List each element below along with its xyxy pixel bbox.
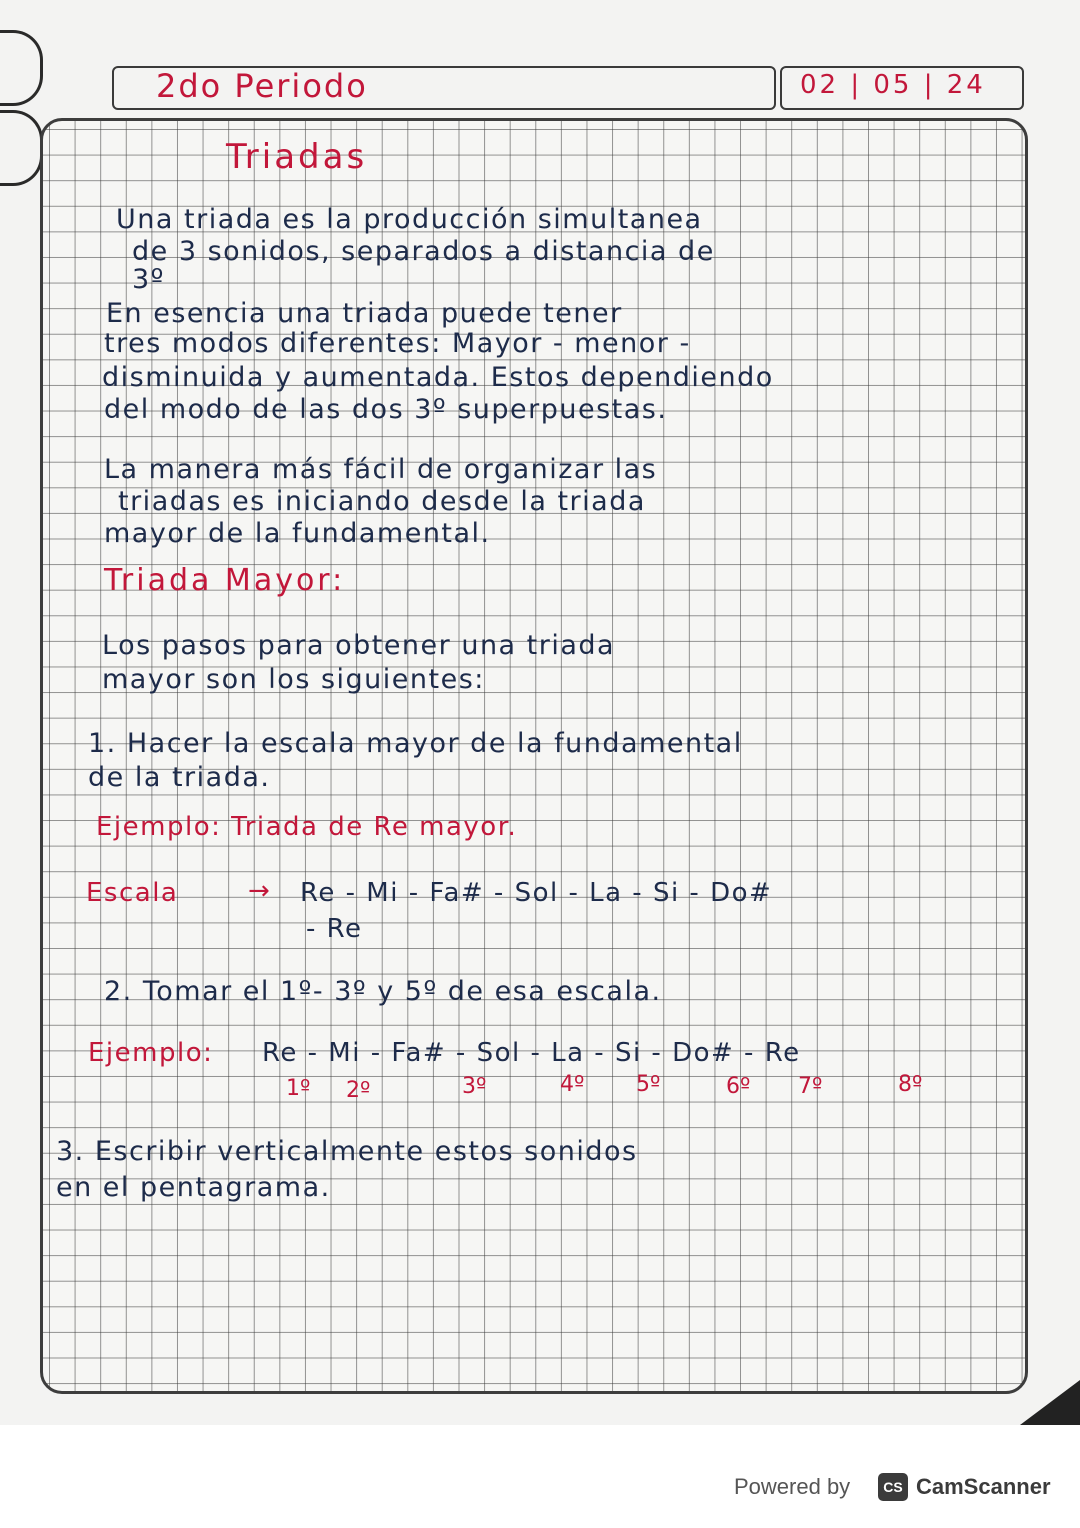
period-title: 2do Periodo [156, 67, 368, 105]
degree-label: 2º [346, 1078, 371, 1103]
step2-line: 2. Tomar el 1º- 3º y 5º de esa escala. [104, 976, 662, 1007]
paragraph1-line: 3º [132, 264, 165, 295]
scale-arrow: → [248, 876, 272, 906]
intro-line: Los pasos para obtener una triada [102, 630, 616, 661]
paragraph2-line: del modo de las dos 3º superpuestas. [104, 394, 668, 425]
intro-line: mayor son los siguientes: [102, 664, 485, 695]
page-corner [1020, 1380, 1080, 1425]
scale-label: Escala [86, 878, 179, 908]
step1-line: 1. Hacer la escala mayor de la fundamental [88, 728, 743, 759]
section-title: Triada Mayor: [104, 563, 346, 598]
camscanner-logo-icon: CS [878, 1473, 908, 1501]
example2-notes: Re - Mi - Fa# - Sol - La - Si - Do# - Re [262, 1038, 801, 1068]
scale-notes-continued: - Re [306, 914, 363, 944]
paragraph2-line: En esencia una triada puede tener [106, 298, 623, 329]
step3-line: 3. Escribir verticalmente estos sonidos [56, 1136, 638, 1167]
paragraph3-line: triadas es iniciando desde la triada [118, 486, 646, 517]
date-text: 02 | 05 | 24 [800, 70, 986, 100]
binding-ring [0, 30, 43, 106]
paragraph1-line: de 3 sonidos, separados a distancia de [132, 236, 715, 267]
degree-label: 7º [798, 1074, 823, 1099]
paragraph2-line: tres modos diferentes: Mayor - menor - [104, 328, 691, 359]
degree-label: 1º [286, 1076, 311, 1101]
degree-label: 5º [636, 1072, 661, 1097]
degree-label: 6º [726, 1074, 751, 1099]
paragraph1-line: Una triada es la producción simultanea [116, 204, 703, 235]
paragraph2-line: disminuida y aumentada. Estos dependiendo [102, 362, 774, 393]
binding-ring [0, 110, 43, 186]
powered-by-text: Powered by [734, 1474, 851, 1499]
step1-line: de la triada. [88, 762, 271, 793]
paragraph3-line: La manera más fácil de organizar las [104, 454, 658, 485]
camscanner-brand: CamScanner [916, 1474, 1051, 1499]
example2-label: Ejemplo: [88, 1038, 214, 1068]
scale-notes: Re - Mi - Fa# - Sol - La - Si - Do# [300, 878, 773, 908]
degree-label: 3º [462, 1074, 487, 1099]
paragraph3-line: mayor de la fundamental. [104, 518, 491, 549]
degree-label: 4º [560, 1072, 585, 1097]
degree-label: 8º [898, 1072, 923, 1097]
step3-line: en el pentagrama. [56, 1172, 331, 1203]
example1-label: Ejemplo: Triada de Re mayor. [96, 812, 518, 842]
notes-title: Triadas [226, 137, 368, 177]
